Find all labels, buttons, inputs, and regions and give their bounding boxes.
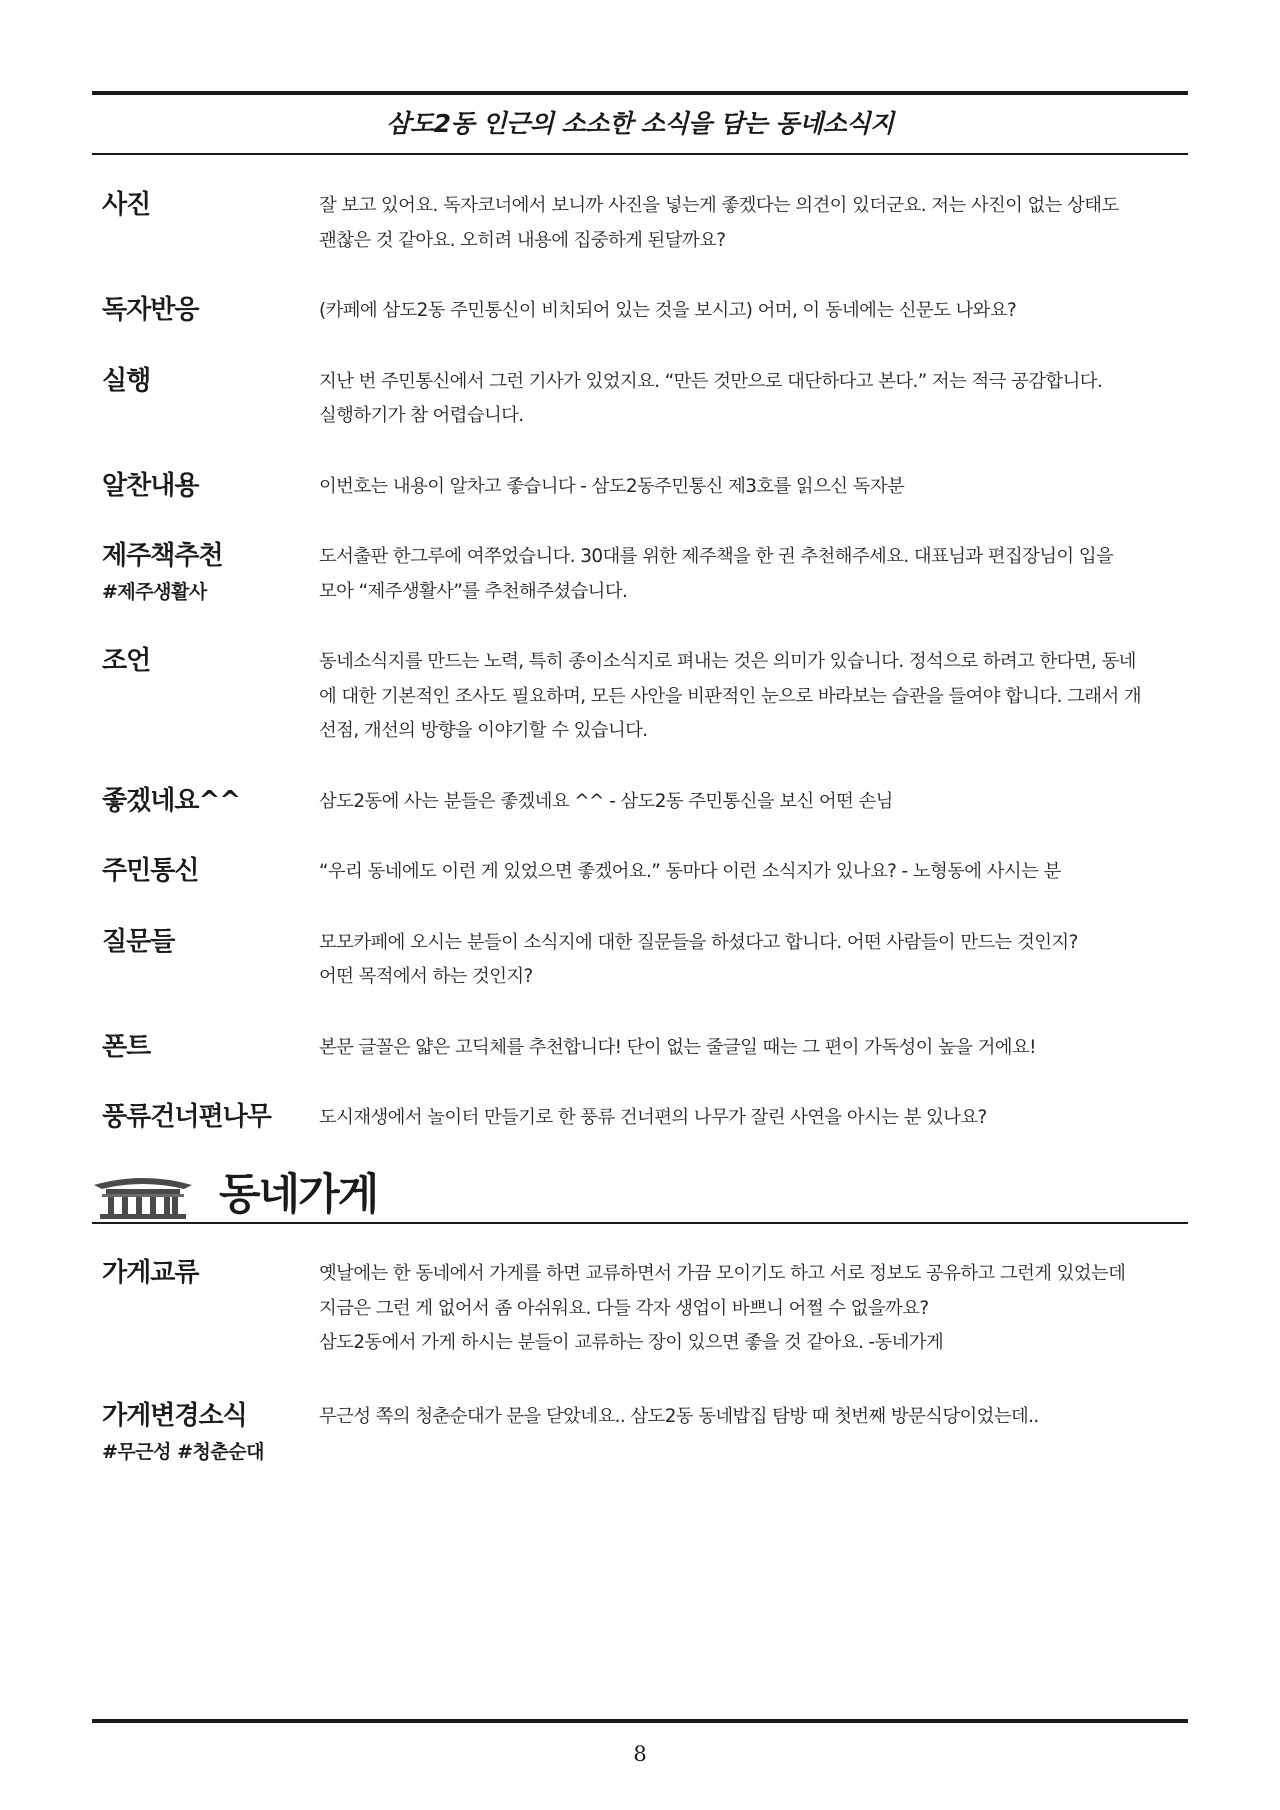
entry xyxy=(92,1399,1188,1465)
entry-text-line: 잘 보고 있어요. 독자코너에서 보니까 사진을 넣는게 좋겠다는 의견이 있더군요. 저는 사진이 없는 상태도 xyxy=(319,195,1119,216)
entry-text-line: 옛날에는 한 동네에서 가게를 하면 교류하면서 가끔 모이기도 하고 서로 정보도 공유하고 그런게 있었는데 xyxy=(319,1263,1126,1284)
entry xyxy=(92,1030,1188,1066)
entry-term xyxy=(92,188,319,222)
entry-term xyxy=(92,784,319,818)
entry-text xyxy=(319,644,1188,749)
entry-text-line: 동네소식지를 만드는 노력, 특히 종이소식지로 펴내는 것은 의미가 있습니다. 정석으로 하려고 한다면, 동네 xyxy=(319,651,1136,672)
entry-text xyxy=(319,1030,1188,1066)
entry-text-line: (카페에 삼도2동 주민통신이 비치되어 있는 것을 보시고) 어머, 이 동네에는 신문도 나와요? xyxy=(319,300,1017,321)
entry-text-line: 괜찮은 것 같아요. 오히려 내용에 집중하게 된달까요? xyxy=(319,229,726,251)
header-rule xyxy=(92,153,1188,155)
masthead-title: 삼도2동 인근의 소소한 소식을 담는 동네소식지 xyxy=(386,109,894,138)
entry-text-line: 어떤 목적에서 하는 것인지? xyxy=(319,966,533,987)
entry-text xyxy=(319,1100,1188,1136)
entry-text xyxy=(319,1256,1188,1361)
entry-text-line: 삼도2동에서 가게 하시는 분들이 교류하는 장이 있으면 좋을 것 같아요. -동네가게 xyxy=(319,1332,944,1353)
entry xyxy=(92,1100,1188,1136)
entry-text-line: 본문 글꼴은 얇은 고딕체를 추천합니다! 단이 없는 줄글일 때는 그 편이 가독성이 높을 거에요! xyxy=(319,1036,1036,1058)
entry-title: 질문들 xyxy=(102,926,175,957)
entry-term xyxy=(92,469,319,503)
entry-text xyxy=(319,925,1188,995)
entry-term xyxy=(92,854,319,888)
entry-title: 알찬내용 xyxy=(102,470,199,501)
section-title: 동네가게 xyxy=(219,1170,378,1220)
entry-text xyxy=(319,539,1188,609)
entry-title: 주민통신 xyxy=(102,856,199,886)
entry-text-line: “우리 동네에도 이런 게 있었으면 좋겠어요.” 동마다 이런 소식지가 있나요? - 노형동에 사시는 분 xyxy=(319,861,1061,882)
entry xyxy=(92,784,1188,820)
entry-term xyxy=(92,925,319,959)
entry-title: 좋겠네요^^ xyxy=(102,785,241,816)
entry-term xyxy=(92,539,319,605)
page-number: 8 xyxy=(633,1742,647,1766)
entry-term xyxy=(92,1399,319,1465)
entry-term xyxy=(92,364,319,398)
entry-title: 사진 xyxy=(102,190,151,220)
entry-text-line: 모모카페에 오시는 분들이 소식지에 대한 질문들을 하셨다고 합니다. 어떤 사람들이 만드는 것인지? xyxy=(319,931,1078,953)
entry-title: 독자반응 xyxy=(102,295,199,325)
shop-entries xyxy=(92,1256,1188,1465)
entry-title: 가게교류 xyxy=(102,1258,199,1288)
entry-text-line: 선점, 개선의 방향을 이야기할 수 있습니다. xyxy=(319,720,648,741)
entry-title: 가게변경소식 xyxy=(102,1400,247,1431)
entry xyxy=(92,188,1188,258)
entry-text-line: 지난 번 주민통신에서 그런 기사가 있었지요. “만든 것만으로 대단하다고 본다.” 저는 적극 공감합니다. xyxy=(319,370,1103,392)
entry-text xyxy=(319,1399,1188,1435)
section-heading xyxy=(92,1170,1188,1220)
entry-text-line: 도서출판 한그루에 여쭈었습니다. 30대를 위한 제주책을 한 권 추천해주세요. 대표님과 편집장님이 입을 xyxy=(319,546,1114,567)
entry-term xyxy=(92,644,319,678)
traditional-pavilion-icon xyxy=(92,1172,194,1220)
entry-text xyxy=(319,854,1188,890)
entry xyxy=(92,293,1188,329)
entry-text-line: 도시재생에서 놀이터 만들기로 한 풍류 건너편의 나무가 잘린 사연을 아시는 분 있나요? xyxy=(319,1107,987,1128)
entry xyxy=(92,364,1188,434)
entry-term xyxy=(92,1030,319,1064)
entry-term xyxy=(92,1256,319,1290)
entry-text xyxy=(319,364,1188,434)
entry xyxy=(92,925,1188,995)
entry xyxy=(92,644,1188,749)
entry-term xyxy=(92,1100,319,1134)
entry-title: 조언 xyxy=(102,646,151,676)
entry-title: 풍류건너편나무 xyxy=(102,1102,271,1132)
entry xyxy=(92,1256,1188,1361)
footer-rule xyxy=(92,1719,1188,1723)
entry-text-line: 에 대한 기본적인 조사도 필요하며, 모든 사안을 비판적인 눈으로 바라보는 습관을 들여야 합니다. 그래서 개 xyxy=(319,685,1142,707)
entry xyxy=(92,539,1188,609)
reader-entries xyxy=(92,188,1188,1136)
entry-text xyxy=(319,784,1188,820)
entry-text-line: 이번호는 내용이 알차고 좋습니다 - 삼도2동주민통신 제3호를 읽으신 독자분 xyxy=(319,475,905,497)
entry-title: 폰트 xyxy=(102,1031,151,1062)
entry-title: 실행 xyxy=(102,365,151,396)
entry-text xyxy=(319,188,1188,258)
entry-term xyxy=(92,293,319,327)
entry-tag: #무근성 #청춘순대 xyxy=(102,1440,264,1463)
entry-title: 제주책추천 xyxy=(102,541,223,571)
entry-text-line: 모아 “제주생활사”를 추천해주셨습니다. xyxy=(319,580,628,602)
entry-text-line: 지금은 그런 게 없어서 좀 아쉬워요. 다들 각자 생업이 바쁘니 어쩔 수 없을까요? xyxy=(319,1297,929,1319)
entry xyxy=(92,469,1188,505)
entry xyxy=(92,854,1188,890)
entry-text-line: 실행하기가 참 어렵습니다. xyxy=(319,405,524,426)
section-rule xyxy=(92,1222,1188,1224)
entry-text-line: 삼도2동에 사는 분들은 좋겠네요 ^^ - 삼도2동 주민통신을 보신 어떤 손님 xyxy=(319,790,893,812)
entry-text xyxy=(319,293,1188,329)
entry-tag: #제주생활사 xyxy=(102,581,207,603)
entry-text xyxy=(319,469,1188,505)
entry-text-line: 무근성 쪽의 청춘순대가 문을 닫았네요.. 삼도2동 동네밥집 탐방 때 첫번째 방문식당이었는데.. xyxy=(319,1405,1039,1427)
top-rule xyxy=(92,91,1188,95)
